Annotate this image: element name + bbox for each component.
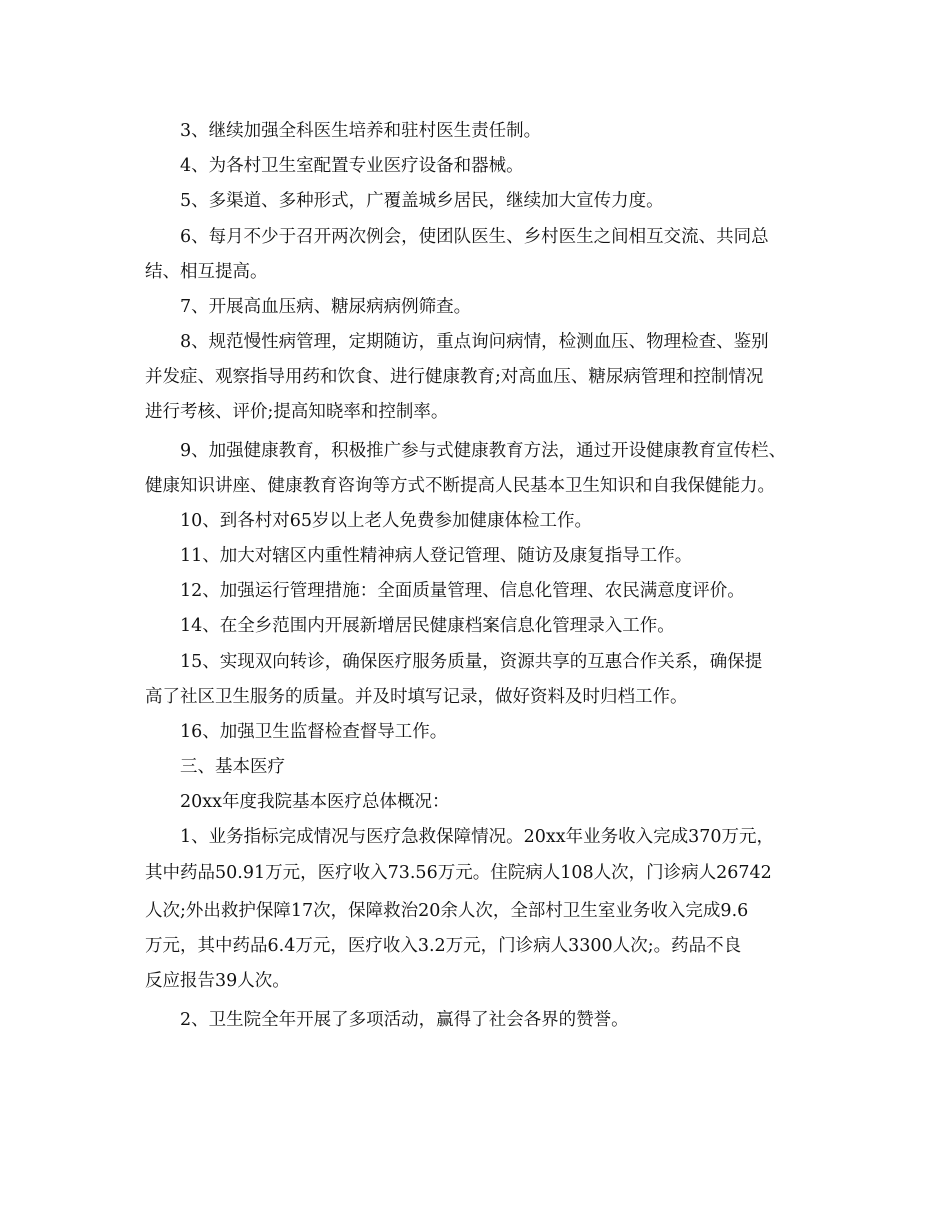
paragraph-line: 6、每月不少于召开两次例会，使团队医生、乡村医生之间相互交流、共同总	[180, 227, 769, 247]
paragraph-line: 反应报告39人次。	[145, 971, 290, 991]
section-heading: 三、基本医疗	[180, 757, 285, 777]
paragraph-line: 其中药品50.91万元，医疗收入73.56万元。住院病人108人次，门诊病人26742	[145, 863, 772, 883]
paragraph-line: 4、为各村卫生室配置专业医疗设备和器械。	[180, 156, 524, 176]
paragraph-line: 3、继续加强全科医生培养和驻村医生责任制。	[180, 121, 542, 141]
paragraph-line: 人次;外出救护保障17次，保障救治20余人次，全部村卫生室业务收入完成9.6	[145, 901, 749, 921]
paragraph-line: 高了社区卫生服务的质量。并及时填写记录，做好资料及时归档工作。	[145, 687, 688, 707]
paragraph-line: 并发症、观察指导用药和饮食、进行健康教育;对高血压、糖尿病管理和控制情况	[145, 367, 764, 387]
paragraph-line: 10、到各村对65岁以上老人免费参加健康体检工作。	[180, 511, 593, 531]
paragraph-line: 9、加强健康教育，积极推广参与式健康教育方法，通过开设健康教育宣传栏、	[180, 441, 787, 461]
paragraph-line: 8、规范慢性病管理，定期随访，重点询问病情，检测血压、物理检查、鉴别	[180, 332, 769, 352]
paragraph-line: 11、加大对辖区内重性精神病人登记管理、随访及康复指导工作。	[180, 546, 693, 566]
paragraph-line: 20xx年度我院基本医疗总体概况：	[180, 792, 450, 812]
paragraph-line: 2、卫生院全年开展了多项活动，赢得了社会各界的赞誉。	[180, 1010, 629, 1030]
paragraph-line: 14、在全乡范围内开展新增居民健康档案信息化管理录入工作。	[180, 616, 675, 636]
paragraph-line: 12、加强运行管理措施：全面质量管理、信息化管理、农民满意度评价。	[180, 581, 745, 601]
paragraph-line: 15、实现双向转诊，确保医疗服务质量，资源共享的互惠合作关系，确保提	[180, 652, 763, 672]
paragraph-line: 健康知识讲座、健康教育咨询等方式不断提高人民基本卫生知识和自我保健能力。	[145, 476, 775, 496]
paragraph-line: 5、多渠道、多种形式，广覆盖城乡居民，继续加大宣传力度。	[180, 191, 664, 211]
paragraph-line: 进行考核、评价;提高知晓率和控制率。	[145, 402, 449, 422]
paragraph-line: 万元，其中药品6.4万元，医疗收入3.2万元，门诊病人3300人次;。药品不良	[145, 936, 742, 956]
paragraph-line: 结、相互提高。	[145, 262, 268, 282]
paragraph-line: 16、加强卫生监督检查督导工作。	[180, 722, 448, 742]
paragraph-line: 7、开展高血压病、糖尿病病例筛查。	[180, 297, 472, 317]
paragraph-line: 1、业务指标完成情况与医疗急救保障情况。20xx年业务收入完成370万元，	[180, 827, 775, 847]
